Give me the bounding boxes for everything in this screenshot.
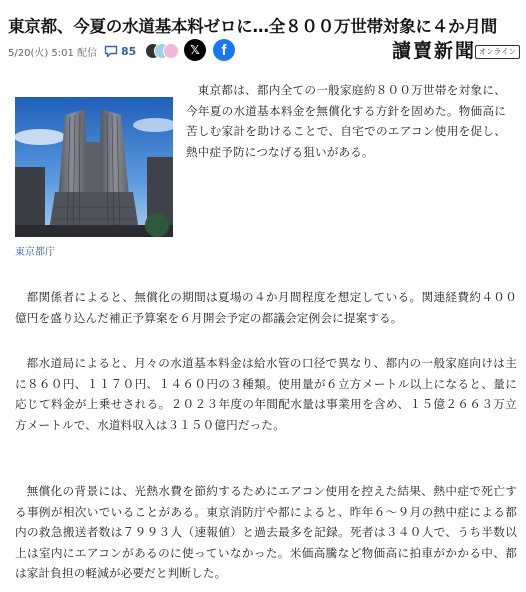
comments-link[interactable] (104, 41, 136, 61)
article-paragraph-3: 都水道局によると、月々の水道基本料金は給水管の口径で異なり、都内の一般家庭向けは主に８６０円、１１７０円、１４６０円の３種類。使用量が６立方メートル以上になると、量に応じて料金が上乗せされる。２０２３年度の年間配水量は事業用を含め、１５億２６６３万立方メートルで、水道料収入は３１５０億円だった。 (15, 356, 517, 432)
article-photo[interactable] (15, 97, 173, 237)
publish-date: 5/20(火) 5:01 配信 (8, 48, 98, 59)
article-paragraph-1: 東京都は、都内全ての一般家庭約８００万世帯を対象に、今年夏の水道基本料金を無償化する方針を固めた。物価高に苦しむ家計を助けることで、自宅でのエアコン使用を促し、熱中症予防につなげる狙いがある。 (186, 83, 506, 159)
publisher-logo[interactable]: 讀賣新聞 (391, 40, 476, 62)
share-x-button[interactable]: 𝕏 (184, 39, 206, 61)
comment-count: 85 (121, 44, 137, 58)
comment-icon (104, 45, 118, 58)
tokyo-government-building-image (15, 97, 173, 237)
share-facebook-button[interactable]: f (213, 39, 235, 61)
online-badge: オンライン (475, 45, 520, 59)
article-meta (8, 38, 520, 64)
photo-caption[interactable]: 東京都庁 (15, 247, 55, 258)
article-paragraph-4: 無償化の背景には、光熱水費を節約するためにエアコン使用を控えた結果、熱中症で死亡する事例が相次いでいることがある。東京消防庁や都によると、昨年６～９月の熱中症による都内の救急搬送者数は７９９３人（速報値）と過去最多を記録。死者は３４０人で、うち半数以上は室内にエアコンがあるのに使っていなかった。米価高騰など物価高に拍車がかかる中、都は家計負担の軽減が必要だと判断した。 (15, 484, 517, 580)
reaction-icons[interactable] (145, 43, 185, 59)
article-paragraph-2: 都関係者によると、無償化の期間は夏場の４か月間程度を想定している。関連経費約４００億円を盛り込んだ補正予算案を６月開会予定の都議会定例会に提案する。 (15, 290, 517, 325)
article-headline: 東京都、今夏の水道基本料ゼロに…全８００万世帯対象に４か月間 (8, 17, 498, 37)
reaction-icon-3 (163, 43, 179, 59)
